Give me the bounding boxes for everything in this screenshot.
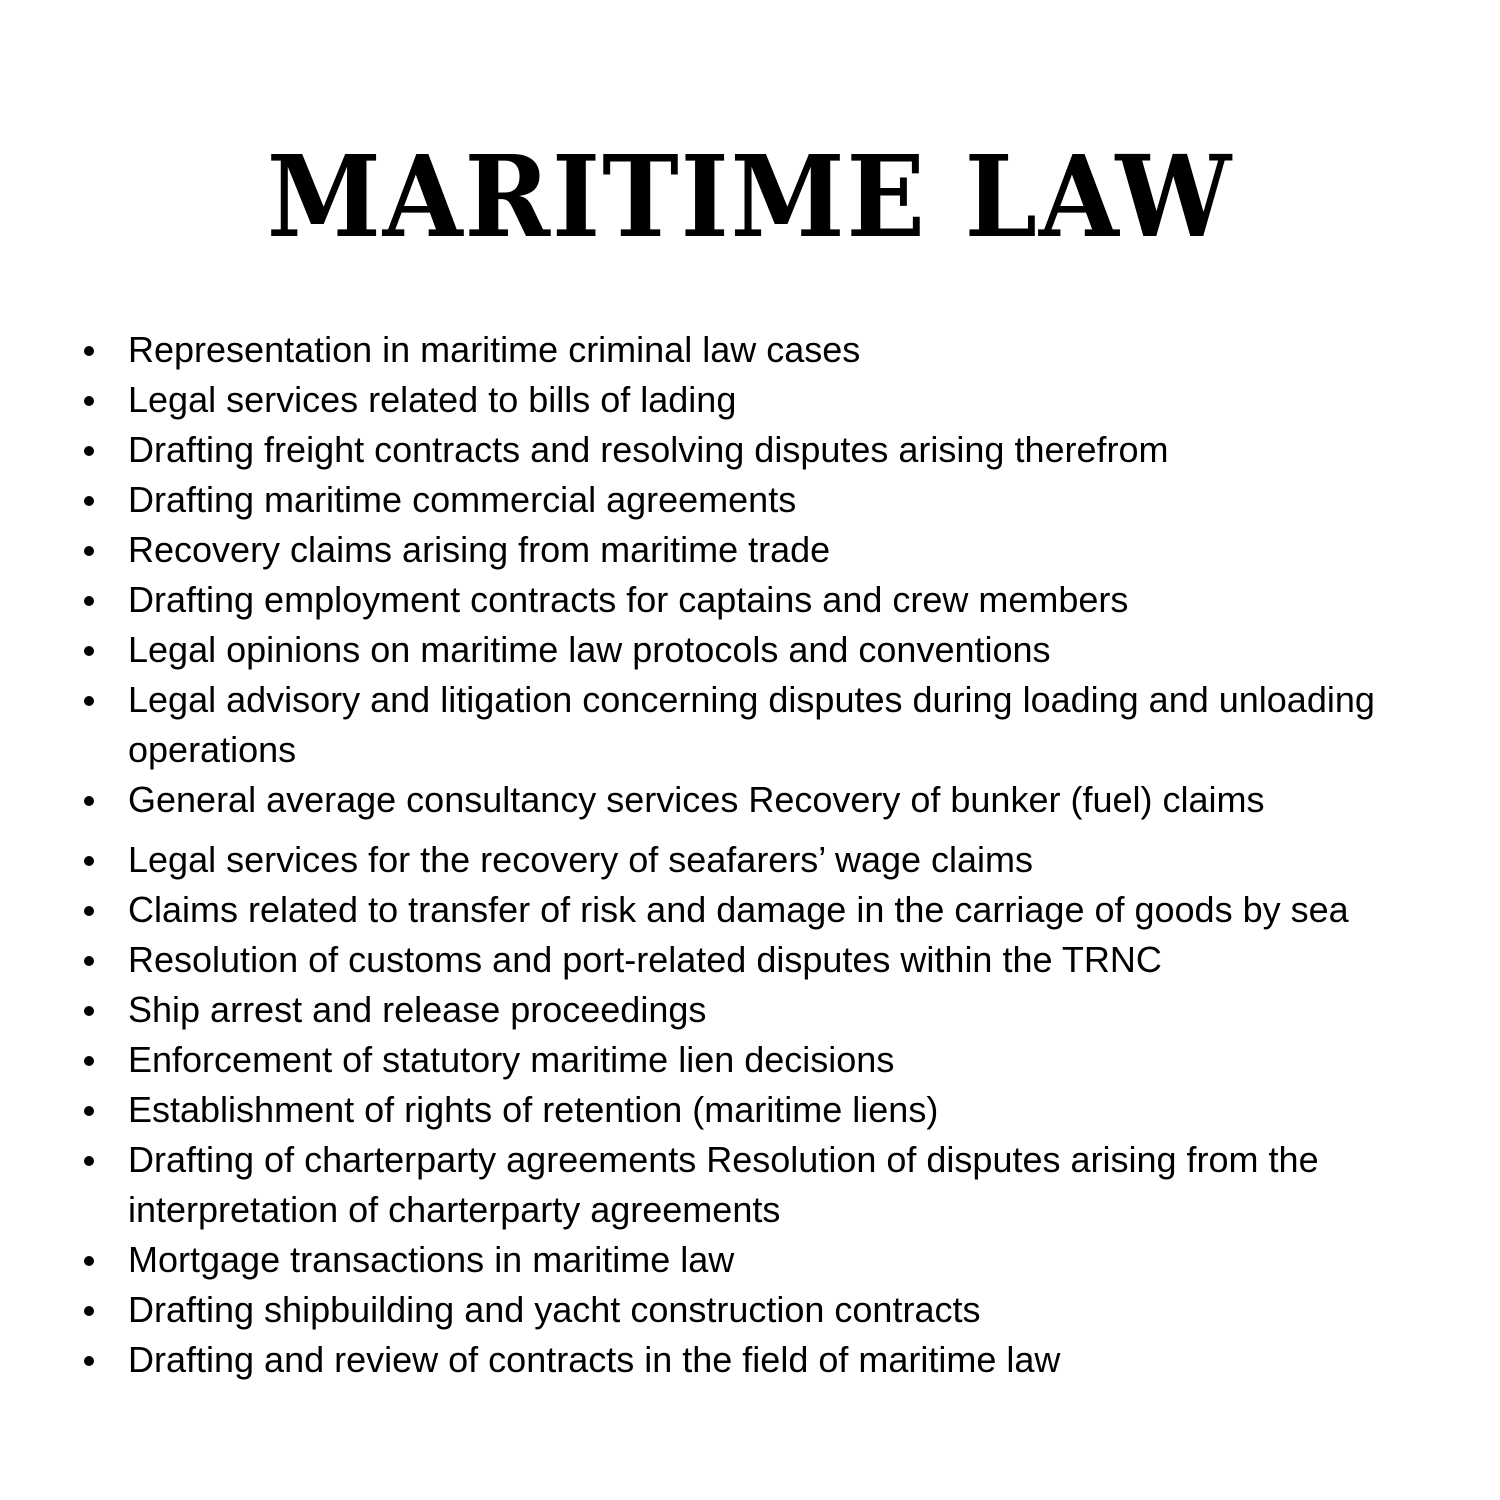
bullet-icon — [84, 796, 94, 806]
bullet-icon — [84, 1306, 94, 1316]
bullet-icon — [84, 956, 94, 966]
bullet-icon — [84, 546, 94, 556]
bullet-icon — [84, 906, 94, 916]
bullet-icon — [84, 1006, 94, 1016]
list-item-text: Claims related to transfer of risk and damage in the carriage of goods by sea — [128, 889, 1349, 930]
list-item-text: Enforcement of statutory maritime lien decisions — [128, 1039, 895, 1080]
list-item-text: Drafting and review of contracts in the field of maritime law — [128, 1339, 1061, 1380]
list-item — [0, 1285, 1500, 1335]
bullet-icon — [84, 1356, 94, 1366]
list-item — [0, 325, 1500, 375]
bullet-icon — [84, 696, 94, 706]
bullet-icon — [84, 856, 94, 866]
list-item-text: Resolution of customs and port-related disputes within the TRNC — [128, 939, 1162, 980]
list-item-text: Ship arrest and release proceedings — [128, 989, 707, 1030]
page-title: MARITIME LAW — [266, 132, 1234, 263]
list-item — [0, 375, 1500, 425]
list-item-text: Establishment of rights of retention (maritime liens) — [128, 1089, 939, 1130]
list-item-text: Drafting freight contracts and resolving disputes arising therefrom — [128, 429, 1169, 470]
bullet-icon — [84, 596, 94, 606]
list-item — [0, 775, 1500, 825]
list-item-text: Drafting employment contracts for captains and crew members — [128, 579, 1129, 620]
list-item — [0, 885, 1500, 935]
list-item — [0, 425, 1500, 475]
bullet-icon — [84, 1156, 94, 1166]
list-item — [0, 1035, 1500, 1085]
list-item-text: Legal advisory and litigation concerning disputes during loading and unloading operations — [128, 679, 1375, 770]
bullet-icon — [84, 446, 94, 456]
bullet-icon — [84, 646, 94, 656]
list-item-text: General average consultancy services Recovery of bunker (fuel) claims — [128, 779, 1265, 820]
list-item — [0, 1235, 1500, 1285]
list-item — [0, 525, 1500, 575]
list-item — [0, 935, 1500, 985]
bullet-icon — [84, 1056, 94, 1066]
bullet-icon — [84, 396, 94, 406]
list-item-text: Legal opinions on maritime law protocols and conventions — [128, 629, 1051, 670]
list-item — [0, 625, 1500, 675]
list-item — [0, 675, 1500, 775]
list-item — [0, 1085, 1500, 1135]
list-item-text: Drafting of charterparty agreements Resolution of disputes arising from the interpretation of charterparty agreements — [128, 1139, 1319, 1230]
list-item — [0, 985, 1500, 1035]
list-item — [0, 1335, 1500, 1385]
bullet-icon — [84, 496, 94, 506]
list-item-text: Drafting maritime commercial agreements — [128, 479, 797, 520]
bullet-icon — [84, 346, 94, 356]
list-item-text: Legal services for the recovery of seafarers’ wage claims — [128, 839, 1034, 880]
list-item-text: Drafting shipbuilding and yacht construction contracts — [128, 1289, 981, 1330]
list-item — [0, 835, 1500, 885]
list-item-text: Mortgage transactions in maritime law — [128, 1239, 735, 1280]
list-item-text: Recovery claims arising from maritime trade — [128, 529, 831, 570]
list-item — [0, 475, 1500, 525]
list-item-text: Representation in maritime criminal law cases — [128, 329, 861, 370]
bullet-icon — [84, 1256, 94, 1266]
list-item-text: Legal services related to bills of lading — [128, 379, 737, 420]
list-item — [0, 575, 1500, 625]
bullet-icon — [84, 1106, 94, 1116]
services-list — [0, 325, 1500, 1385]
list-item — [0, 1135, 1500, 1235]
